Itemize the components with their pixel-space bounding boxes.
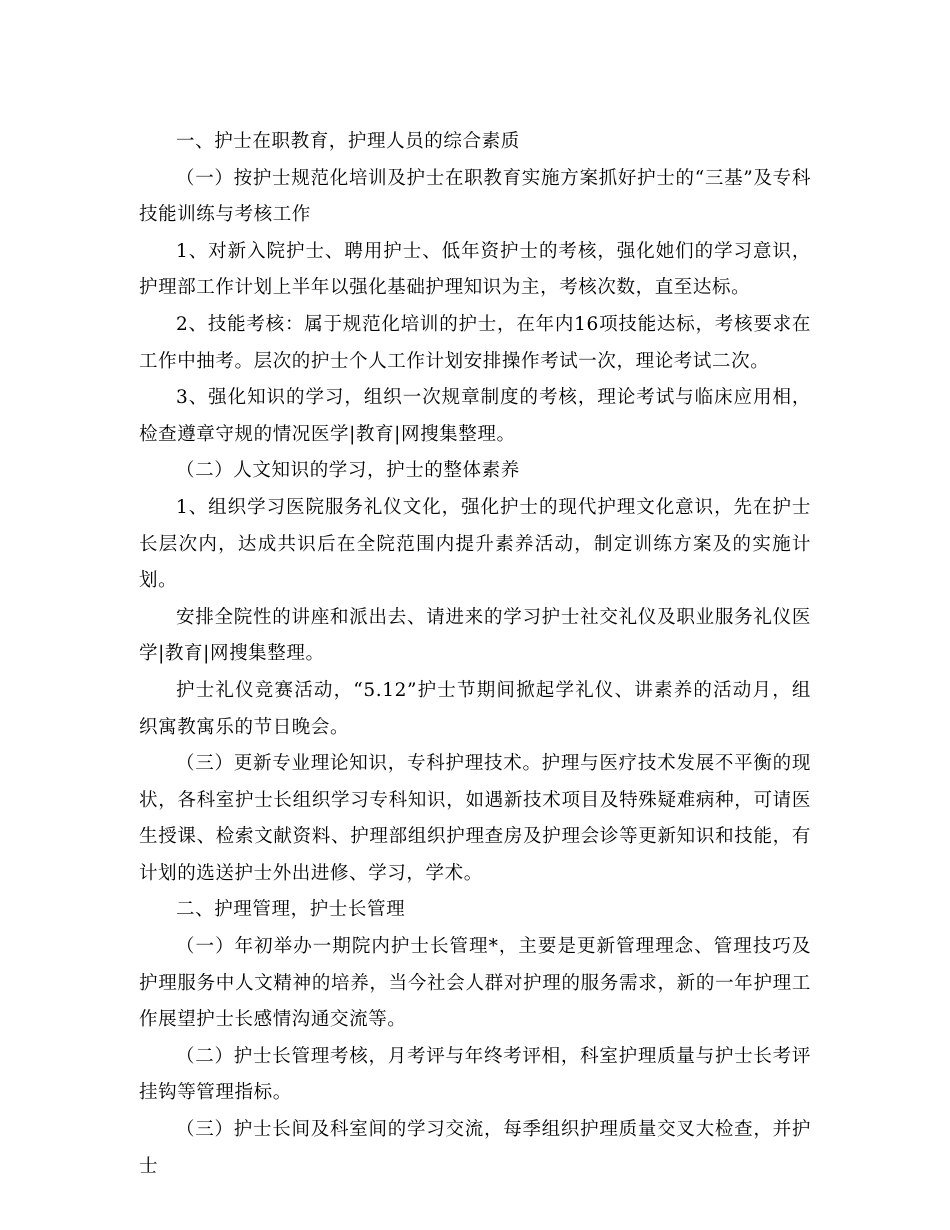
subheading-2-2: （二）护士长管理考核，月考评与年终考评相，科室护理质量与护士长考评挂钩等管理指标。 xyxy=(139,1045,811,1104)
paragraph-1-1-2: 2、技能考核：属于规范化培训的护士，在年内16项技能达标，考核要求在工作中抽考。层次的护士个人工作计划安排操作考试一次，理论考试二次。 xyxy=(139,313,811,372)
subheading-1-3: （三）更新专业理论知识，专科护理技术。护理与医疗技术发展不平衡的现状，各科室护士长组织学习专科知识，如遇新技术项目及特殊疑难病种，可请医生授课、检索文献资料、护理部组织护理查房及护理会诊等更新知识和技能，有计划的选送护士外出进修、学习，学术。 xyxy=(139,753,811,884)
subheading-2-3: （三）护士长间及科室间的学习交流，每季组织护理质量交叉大检查，并护士 xyxy=(139,1119,811,1177)
subheading-2-1: （一）年初举办一期院内护士长管理*，主要是更新管理理念、管理技巧及护理服务中人文精神的培养，当今社会人群对护理的服务需求，新的一年护理工作展望护士长感情沟通交流等。 xyxy=(139,936,811,1031)
document-body xyxy=(139,124,811,1185)
paragraph-1-1-1: 1、对新入院护士、聘用护士、低年资护士的考核，强化她们的学习意识，护理部工作计划上半年以强化基础护理知识为主，考核次数，直至达标。 xyxy=(139,240,811,299)
paragraph-1-1-3: 3、强化知识的学习，组织一次规章制度的考核，理论考试与临床应用相，检查遵章守规的情况医学|教育|网搜集整理。 xyxy=(139,387,811,445)
paragraph-1-2-3: 护士礼仪竞赛活动，“5.12”护士节期间掀起学礼仪、讲素养的活动月，组织寓教寓乐的节日晚会。 xyxy=(139,679,811,738)
subheading-1-1: （一）按护士规范化培训及护士在职教育实施方案抓好护士的“三基”及专科技能训练与考核工作 xyxy=(139,167,811,226)
heading-section-2: 二、护理管理，护士长管理 xyxy=(176,899,406,921)
paragraph-1-2-1: 1、组织学习医院服务礼仪文化，强化护士的现代护理文化意识，先在护士长层次内，达成共识后在全院范围内提升素养活动，制定训练方案及的实施计划。 xyxy=(139,496,811,592)
subheading-1-2: （二）人文知识的学习，护士的整体素养 xyxy=(176,460,520,482)
heading-section-1: 一、护士在职教育，护理人员的综合素质 xyxy=(176,131,520,152)
paragraph-1-2-2: 安排全院性的讲座和派出去、请进来的学习护士社交礼仪及职业服务礼仪医学|教育|网搜集整理。 xyxy=(139,606,811,665)
